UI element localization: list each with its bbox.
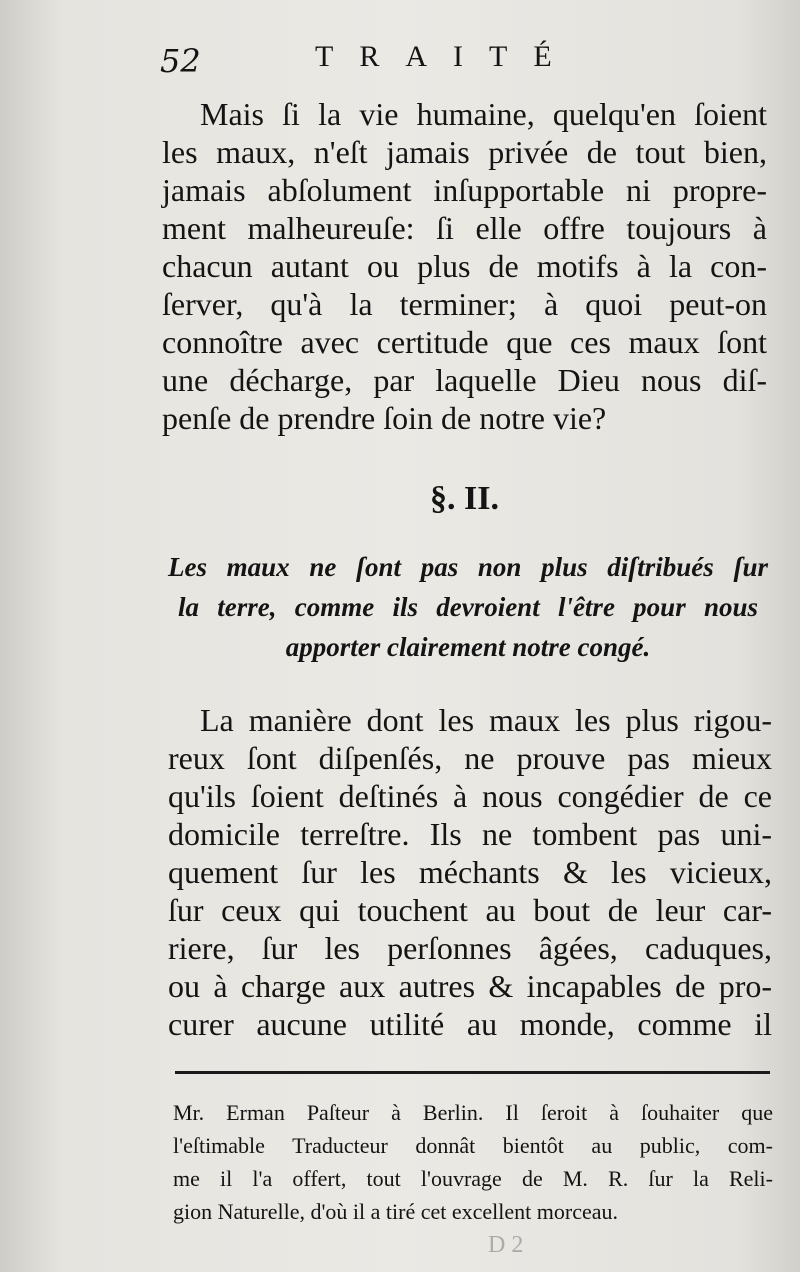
footnote-line: gion Naturelle, d'où il a tiré cet excellent morceau. xyxy=(173,1199,618,1224)
page-number: 52 xyxy=(160,42,201,80)
text-line: ou à charge aux autres & incapables de pro- xyxy=(168,968,772,1004)
paragraph-1 xyxy=(162,96,767,446)
footnote-line: me il l'a offert, tout l'ouvrage de M. R. ſur la Reli- xyxy=(173,1166,773,1191)
text-line: qu'ils ſoient deſtinés à nous congédier de ce xyxy=(168,778,772,814)
text-line: les maux, n'eſt jamais privée de tout bien, xyxy=(162,134,767,170)
text-line: curer aucune utilité au monde, comme il xyxy=(168,1006,772,1042)
section-number: §. II. xyxy=(430,480,499,517)
text-line: ſur ceux qui touchent au bout de leur car- xyxy=(168,892,772,928)
text-line: ſerver, qu'à la terminer; à quoi peut-on xyxy=(162,286,767,322)
text-line: reux ſont diſpenſés, ne prouve pas mieux xyxy=(168,740,772,776)
signature-mark: D 2 xyxy=(488,1232,524,1258)
section-heading xyxy=(168,552,768,672)
text-line: connoître avec certitude que ces maux ſont xyxy=(162,324,767,360)
footnote-line: Mr. Erman Paſteur à Berlin. Il ſeroit à ſouhaiter que xyxy=(173,1100,773,1125)
heading-line: la terre, comme ils devroient l'être pour nous xyxy=(178,592,758,622)
text-line: domicile terreſtre. Ils ne tombent pas uni- xyxy=(168,816,772,852)
text-line: chacun autant ou plus de motifs à la con- xyxy=(162,248,767,284)
text-line: une décharge, par laquelle Dieu nous diſ- xyxy=(162,362,767,398)
heading-line: apporter clairement notre congé. xyxy=(285,632,651,662)
footnote xyxy=(173,1100,773,1240)
footnote-rule xyxy=(175,1071,770,1074)
running-title: TRAITÉ xyxy=(315,40,578,73)
heading-line: Les maux ne ſont pas non plus diſtribués ſur xyxy=(168,552,768,582)
text-line: penſe de prendre ſoin de notre vie? xyxy=(162,400,607,436)
text-line: ment malheureuſe: ſi elle offre toujours à xyxy=(162,210,767,246)
text-line: Mais ſi la vie humaine, quelqu'en ſoient xyxy=(200,96,767,132)
text-line: La manière dont les maux les plus rigou- xyxy=(200,702,772,738)
footnote-line: l'eſtimable Traducteur donnât bientôt au public, com- xyxy=(173,1133,773,1158)
paragraph-2 xyxy=(168,702,772,1052)
text-line: riere, ſur les perſonnes âgées, caduques, xyxy=(168,930,772,966)
text-line: quement ſur les méchants & les vicieux, xyxy=(168,854,772,890)
text-line: jamais abſolument inſupportable ni propre- xyxy=(162,172,767,208)
